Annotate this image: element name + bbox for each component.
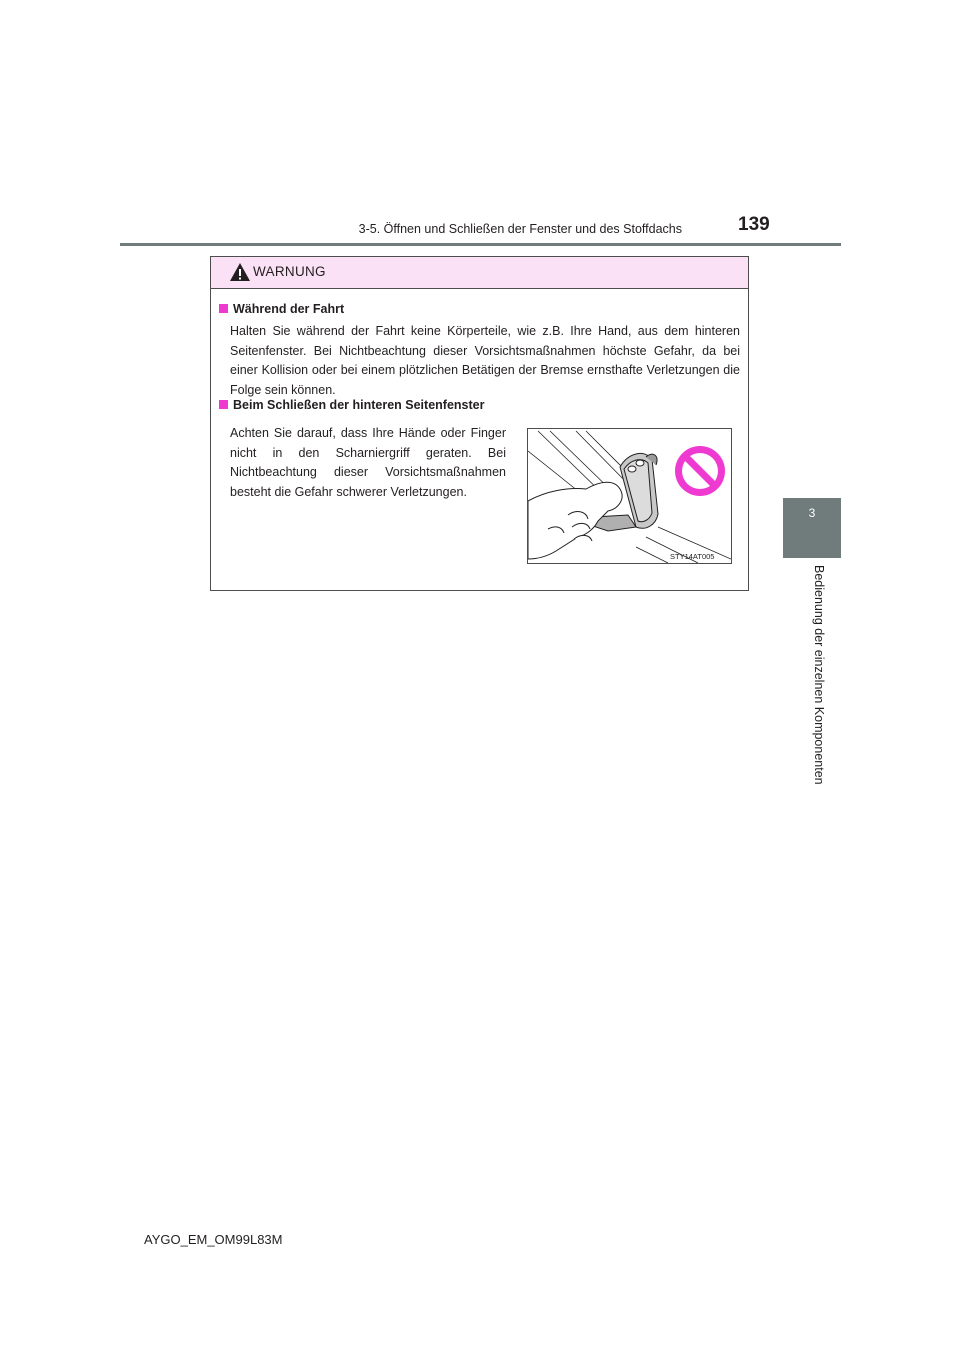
hinge-grip-figure [527, 428, 732, 564]
warning-header [211, 257, 748, 289]
warning-triangle-icon [229, 262, 251, 282]
section-heading-driving-text: Während der Fahrt [233, 302, 345, 316]
chapter-side-label: Bedienung der einzelnen Komponenten [812, 565, 826, 785]
figure-code: STY14AT005 [670, 552, 715, 561]
chapter-tab [783, 498, 841, 558]
hand-on-hinge-illustration [528, 429, 731, 563]
chapter-number: 3 [808, 506, 816, 520]
section-header-title: 3-5. Öffnen und Schließen der Fenster und des Stoffdachs [358, 222, 682, 236]
section-heading-driving [219, 302, 344, 316]
warning-box [210, 256, 749, 591]
section-text-closing: Achten Sie darauf, dass Ihre Hände oder Finger nicht in den Scharniergriff geraten. Bei Nichtbeachtung dieser Vorsichtsmaßnahmen besteht die Gefahr schwerer Verletzungen. [230, 426, 506, 499]
footer-document-code: AYGO_EM_OM99L83M [144, 1232, 283, 1247]
section-heading-closing [219, 398, 484, 412]
square-bullet-icon [219, 400, 228, 409]
section-heading-closing-text: Beim Schließen der hinteren Seitenfenster [233, 398, 485, 412]
warning-title: WARNUNG [253, 264, 326, 279]
section-text-driving: Halten Sie während der Fahrt keine Körperteile, wie z.B. Ihre Hand, aus dem hinteren Seitenfenster. Bei Nichtbeachtung dieser Vorsichtsmaßnahmen höchste Gefahr, da bei einer Kollision oder bei einem plötzlichen Betätigen der Bremse ernsthafte Verletzungen die Folge sein können. [230, 324, 740, 397]
square-bullet-icon [219, 304, 228, 313]
page-number: 139 [738, 214, 770, 235]
header-rule [120, 243, 841, 246]
